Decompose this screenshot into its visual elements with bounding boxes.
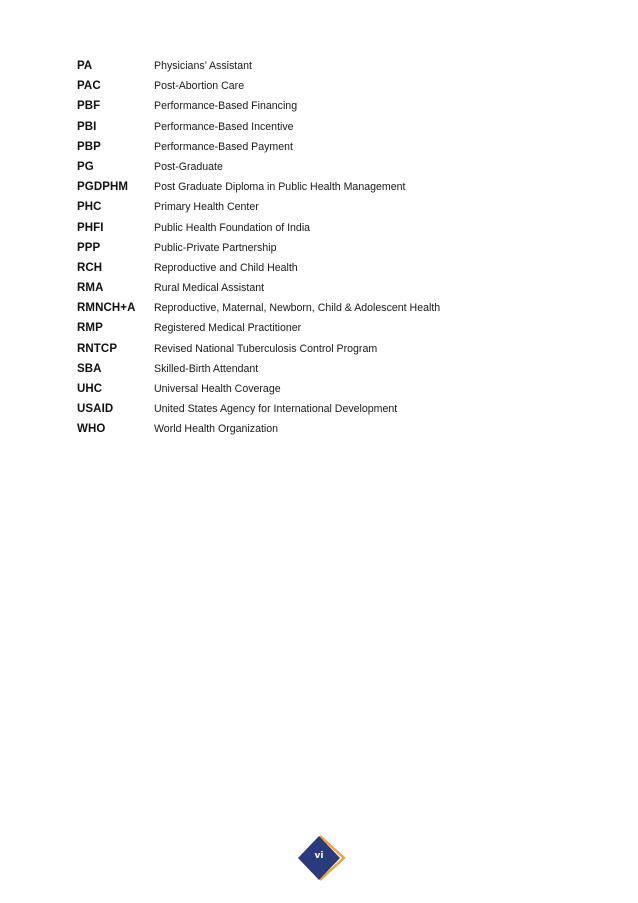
abbreviation-definition: Registered Medical Practitioner xyxy=(154,322,302,335)
abbreviation-definition: Reproductive, Maternal, Newborn, Child & Adolescent Health xyxy=(154,302,441,315)
abbreviation-row xyxy=(77,302,557,322)
abbreviation-row xyxy=(77,343,557,363)
abbreviation-definition: Revised National Tuberculosis Control Program xyxy=(154,342,378,355)
abbreviation-term: RNTCP xyxy=(77,342,118,355)
abbreviation-term: PHFI xyxy=(77,221,104,234)
abbreviation-row xyxy=(77,363,557,383)
abbreviation-term: PA xyxy=(77,60,93,72)
abbreviation-definition: Public-Private Partnership xyxy=(154,241,277,254)
abbreviation-definition: Performance-Based Financing xyxy=(154,100,298,113)
abbreviation-row xyxy=(77,222,557,242)
abbreviation-term: USAID xyxy=(77,403,114,416)
abbreviation-row xyxy=(77,262,557,282)
abbreviation-list xyxy=(77,60,557,444)
abbreviation-definition: Post-Graduate xyxy=(154,160,223,173)
abbreviation-definition: Post-Abortion Care xyxy=(154,80,245,93)
abbreviation-term: RMA xyxy=(77,282,104,295)
abbreviation-term: RMNCH+A xyxy=(77,302,136,315)
abbreviation-term: PBI xyxy=(77,120,97,133)
abbreviation-definition: United States Agency for International Development xyxy=(154,403,398,416)
abbreviation-definition: Post Graduate Diploma in Public Health Management xyxy=(154,181,406,194)
abbreviation-row xyxy=(77,322,557,342)
abbreviation-row xyxy=(77,383,557,403)
page-number: vi xyxy=(314,851,324,861)
abbreviation-row xyxy=(77,80,557,100)
abbreviation-definition: Skilled-Birth Attendant xyxy=(154,362,259,375)
abbreviation-row xyxy=(77,100,557,120)
abbreviation-definition: Reproductive and Child Health xyxy=(154,261,298,274)
abbreviation-definition: Universal Health Coverage xyxy=(154,383,281,395)
abbreviation-term: PHC xyxy=(77,201,102,214)
abbreviation-term: UHC xyxy=(77,383,103,395)
abbreviation-row xyxy=(77,282,557,302)
abbreviation-definition: Primary Health Center xyxy=(154,201,259,214)
abbreviation-row xyxy=(77,141,557,161)
abbreviation-term: PGDPHM xyxy=(77,181,129,194)
abbreviation-row xyxy=(77,423,557,443)
abbreviation-row xyxy=(77,121,557,141)
abbreviation-row xyxy=(77,161,557,181)
abbreviation-term: RMP xyxy=(77,322,103,335)
abbreviation-row xyxy=(77,201,557,221)
abbreviation-definition: Performance-Based Incentive xyxy=(154,120,294,133)
abbreviation-term: SBA xyxy=(77,362,102,375)
abbreviation-definition: Performance-Based Payment xyxy=(154,140,293,153)
abbreviation-definition: Physicians’ Assistant xyxy=(154,60,252,72)
abbreviation-definition: Rural Medical Assistant xyxy=(154,282,265,295)
abbreviation-definition: Public Health Foundation of India xyxy=(154,221,311,234)
abbreviation-term: WHO xyxy=(77,423,106,436)
abbreviation-row xyxy=(77,242,557,262)
page-number-badge xyxy=(296,834,348,882)
abbreviation-term: PBP xyxy=(77,140,101,153)
abbreviation-row xyxy=(77,403,557,423)
abbreviation-row xyxy=(77,60,557,80)
abbreviation-term: PAC xyxy=(77,80,101,93)
abbreviation-row xyxy=(77,181,557,201)
abbreviation-term: PG xyxy=(77,160,94,173)
abbreviation-term: PPP xyxy=(77,241,101,254)
abbreviation-term: RCH xyxy=(77,261,103,274)
abbreviation-term: PBF xyxy=(77,100,101,113)
abbreviation-definition: World Health Organization xyxy=(154,423,279,436)
